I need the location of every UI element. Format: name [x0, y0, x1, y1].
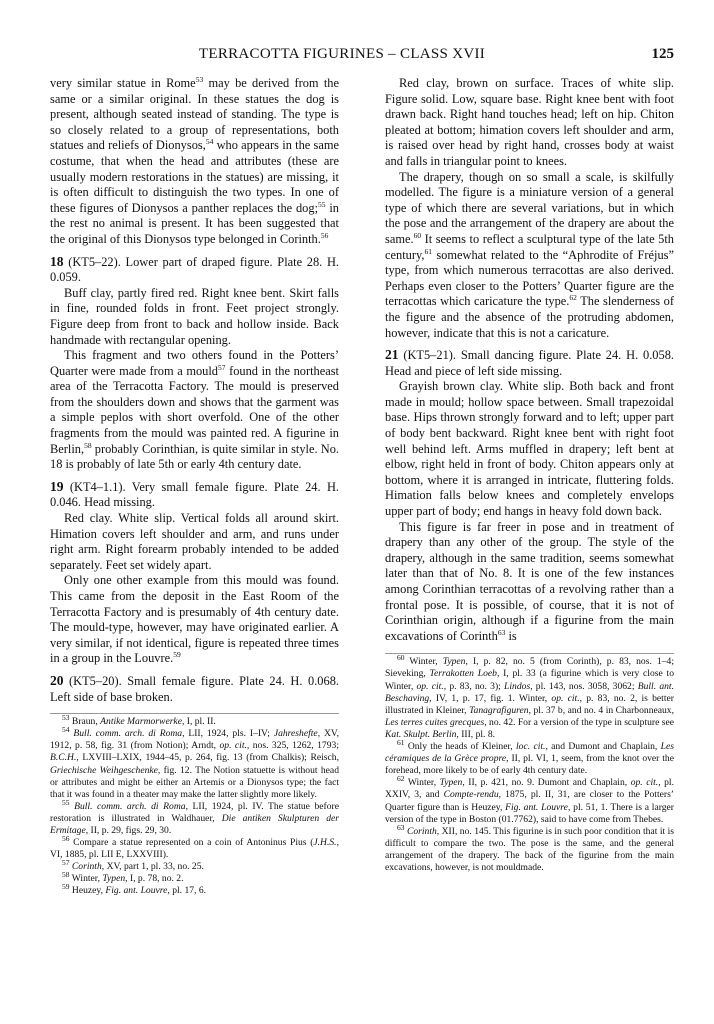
text: very similar statue in Rome: [50, 76, 196, 90]
text: Tanagrafiguren: [469, 704, 529, 716]
text: Corinth: [406, 825, 437, 837]
entry-19-heading: [50, 479, 339, 511]
text: loc. cit.: [516, 741, 546, 753]
text: , pl. 17, 6.: [167, 885, 207, 897]
text: Compte-rendu: [443, 789, 499, 801]
footnote-ref: 56: [320, 230, 329, 240]
text: Bull. comm. arch. di Roma: [73, 728, 183, 740]
text: Fig. ant. Louvre: [105, 885, 168, 897]
text: , LII, 1924, pls. I–IV;: [182, 728, 274, 740]
text: , XV, 1912, p. 58, fig. 31 (from Notion); Arndt,: [50, 728, 339, 752]
entry-18-description: Buff clay, partly fired red. Right knee bent. Skirt falls in fine, rounded folds in front. Feet project strongly. Figure deep from front to back and hollow inside. Back handmade with rectangular opening.: [50, 285, 339, 347]
footnotes-right: [385, 653, 674, 874]
text: Les céramiques de la Grèce propre: [385, 741, 674, 765]
text: J.H.S.: [313, 837, 337, 849]
footnote-ref: 58: [84, 440, 92, 450]
entry-21-discussion: [385, 520, 674, 645]
text: (KT4–1.1). Very small female figure. Plate 24. H. 0.046. Head missing.: [50, 479, 339, 510]
right-column: [385, 76, 674, 874]
entry-number: 19: [50, 478, 64, 494]
text: , pl. 37 b, and no. 4 in Charbonneaux,: [528, 704, 674, 716]
text: , XII, no. 145. This figurine is in such poor condition that it is difficult to compare the two. The pose is the same, and the general arrangement of the drapery. The back of the figurine from the main excavations, however, is not mouldmade.: [385, 825, 674, 873]
footnote-number: 54: [62, 725, 70, 735]
footnote-57: [50, 858, 339, 873]
footnotes-left: [50, 713, 339, 897]
footnote-ref: 54: [205, 137, 214, 147]
text: Only the heads of Kleiner,: [407, 741, 516, 753]
text: Die antiken Skulpturen der Ermitage: [50, 812, 339, 836]
text: Bull. comm. arch. di Roma: [74, 800, 186, 812]
text: Winter,: [407, 777, 440, 789]
text: , LII, 1924, pl. IV. The statue before restoration is illustrated in Waldhauer,: [50, 800, 339, 824]
text: , pl. 51, 1. There is a larger version of the type in Boston (01.7762), said to have come from Thebes.: [385, 801, 674, 825]
text: Bull. ant. Beschaving: [385, 680, 674, 704]
footnote-63: [385, 822, 674, 874]
text: , I, pl. 33 (a figurine which is very close to Winter,: [385, 668, 674, 692]
text: , IV, 1, p. 17, fig. 1. Winter,: [429, 692, 552, 704]
text: found in the northeast area of the Terracotta Factory. The mould is preserved from the shoulders down and shows that the garment was a simple peplos with short overfold. One of the other fragments from the mould was painted red. A figurine in Berlin,: [50, 363, 339, 456]
text: , no. 42. For a version of the type in sculpture see: [484, 716, 675, 728]
text: (KT5–22). Lower part of draped figure. Plate 28. H. 0.059.: [50, 254, 339, 285]
footnote-58: [50, 870, 339, 885]
text: , p. 83, no. 3);: [443, 680, 505, 692]
text: , p. 83, no. 2, is better illustrated in Kleiner,: [385, 692, 674, 716]
text: The slenderness of the figure and the absence of the protruding abdomen, however, indicate that this is not a caricature.: [385, 294, 674, 340]
text: op. cit.: [219, 740, 247, 752]
text: Terrakotten Loeb: [429, 668, 497, 680]
text: Les terres cuites grecques: [385, 716, 485, 728]
paragraph-dionysos: [50, 76, 339, 248]
text: , III, pl. 8.: [456, 728, 496, 740]
text: , nos. 325, 1262, 1793;: [246, 740, 339, 752]
entry-21-description: Grayish brown clay. White slip. Both back and front made in mould; hollow space between. Small trapezoidal base. Hips thrown strongly forward and to left; upper part of body bent backward. Right knee bent with right foot well behind left. Arms muffled in drapery; left bent at elbow, right held in front of body. Chiton appears only at bottom, where it is arranged in intricate, fluttering folds. Himation falls below knees and completely envelops upper part of body; end hangs in heavy fold down back.: [385, 379, 674, 519]
entry-18-heading: [50, 254, 339, 286]
footnote-55: [50, 797, 339, 837]
text: who appears in the same costume, that when the head and attributes (these are usually modern restorations in the statues) are missing, it is often difficult to distinguish the two types. In one of these figures of Dionysos a panther replaces the dog;: [50, 138, 339, 215]
footnote-number: 56: [62, 833, 70, 843]
text: Fig. ant. Louvre: [505, 801, 568, 813]
text: op. cit.: [630, 777, 659, 789]
footnote-number: 59: [62, 882, 70, 892]
entry-19-discussion: [50, 573, 339, 667]
footnote-number: 60: [397, 653, 405, 663]
entry-number: 18: [50, 253, 64, 269]
text: is: [505, 628, 517, 643]
footnote-number: 58: [62, 870, 70, 880]
entry-number: 20: [50, 672, 64, 688]
text: Winter,: [71, 873, 103, 885]
footnote-ref: 55: [318, 199, 326, 209]
footnote-ref: 61: [424, 246, 432, 256]
text: op. cit.: [416, 680, 444, 692]
footnote-number: 53: [62, 712, 70, 722]
text: The drapery, though on so small a scale, is skilfully modelled. The figure is a miniature version of a general type of which there are several variations, but in which the pose and the arrangement of the drapery are about the same.: [385, 169, 674, 246]
text: , fig. 12. The Notion statuette is without head or attributes and might be either an Artemis or a Dionysos type; the fact that it was found in a theater may make the latter slightly more likely.: [50, 764, 339, 800]
footnote-61: [385, 737, 674, 777]
text: Kat. Skulpt. Berlin: [385, 728, 457, 740]
text: , and Dumont and Chaplain,: [545, 741, 661, 753]
footnote-ref: 62: [569, 293, 577, 303]
footnote-60: [385, 653, 675, 741]
running-title: TERRACOTTA FIGURINES – CLASS XVII: [198, 46, 486, 62]
text: Typen: [442, 656, 466, 668]
text: op. cit.: [551, 692, 580, 704]
footnote-number: 61: [397, 737, 405, 747]
text: , LXVIII–LXIX, 1944–45, p. 264, fig. 13 (from Chalkis); Reisch,: [76, 752, 339, 764]
text: B.C.H.: [50, 752, 77, 764]
text: Typen: [102, 873, 126, 885]
footnote-number: 62: [397, 774, 405, 784]
footnote-59: [50, 882, 339, 897]
footnote-62: [385, 774, 675, 825]
left-column: [50, 76, 339, 898]
text: , XV, part 1, pl. 33, no. 25.: [101, 861, 204, 873]
text: somewhat related to the “Aphrodite of Fréjus” type, from which numerous terracottas are also derived. Perhaps even closer to the Potters’ Quarter figure are the terracottas which caricature the type.: [385, 247, 674, 309]
text: It seems to reflect a sculptural type of the late 5th century,: [385, 231, 674, 262]
footnote-number: 63: [397, 822, 405, 832]
text: Lindos: [504, 680, 531, 692]
entry-20-heading: [50, 673, 339, 705]
footnote-54: [50, 725, 339, 801]
footnote-ref: 63: [497, 627, 506, 637]
entry-21-heading: [385, 347, 674, 379]
footnote-ref: 59: [173, 650, 181, 660]
text: Griechische Weihgeschenke: [50, 764, 158, 776]
entry-number: 21: [385, 347, 399, 363]
text: , I, pl. II.: [181, 716, 216, 728]
footnote-ref: 57: [218, 362, 226, 372]
text: Compare a statue represented on a coin of Antoninus Pius (: [73, 837, 314, 849]
text: , I, p. 78, no. 2.: [125, 873, 184, 885]
text: may be derived from the same or a similar original. In these statues the dog is present, although seated instead of standing. The type is so closely related to a group of representations, both statues and reliefs of Dionysos,: [50, 76, 339, 153]
entry-20-discussion: [385, 170, 674, 342]
footnote-ref: 53: [195, 74, 204, 84]
entry-18-discussion: [50, 348, 339, 473]
footnote-number: 55: [62, 797, 70, 807]
text: Only one other example from this mould was found. This came from the deposit in the East Room of the Terracotta Factory and is presumably of 4th century date. The mould-type, however, may have originated earlier. A very similar, if not identical, figure is repeated three times in a group in the Louvre.: [50, 573, 339, 666]
text: Jahreshefte: [273, 728, 318, 740]
entry-20-description: Red clay, brown on surface. Traces of white slip. Figure solid. Low, square base. Right knee bent with foot drawn back. Right hand touches head; left on hip. Chiton pleated at bottom; himation covers left shoulder and arm, is raised over head by right hand, crosses body at waist and falls in triangular point to knees.: [385, 76, 674, 168]
footnote-number: 57: [62, 858, 70, 868]
text: This fragment and two others found in the Potters’ Quarter were made from a mould: [50, 348, 339, 378]
text: Braun,: [71, 716, 101, 728]
text: , VI, 1885, pl. LII E, LXXVIII).: [50, 837, 339, 861]
text: (KT5–21). Small dancing figure. Plate 24. H. 0.058. Head and piece of left side missing.: [385, 348, 674, 378]
text: , II, p. 29, figs. 29, 30.: [85, 825, 172, 836]
text: , pl. 143, nos. 3058, 3062;: [530, 680, 638, 692]
text: Winter,: [409, 656, 443, 668]
text: , II, pl. VI, 1, seem, from the knot over the forehead, more likely to be of early 4th century date.: [385, 753, 674, 777]
text: , 1875, pl. II, 31, are closer to the Potters’ Quarter figure than is Heuzey,: [385, 789, 675, 813]
entry-19-description: Red clay. White slip. Vertical folds all around skirt. Himation covers left shoulder and arm, and runs under right arm. Right forearm probably intended to be added separately. Feet set widely apart.: [50, 511, 339, 572]
text: Antike Marmorwerke: [100, 716, 182, 728]
text: , II, p. 421, no. 9. Dumont and Chaplain,: [462, 777, 631, 789]
text: Heuzey,: [71, 885, 106, 897]
running-head: [50, 46, 674, 66]
text: probably Corinthian, is quite similar in style. No. 18 is probably of late 5th or early 4th century date.: [50, 441, 339, 472]
page-number: 125: [651, 46, 674, 62]
text: This figure is far freer in pose and in treatment of drapery than any other of the group. The style of the drapery, although in the same tradition, seems somewhat later than that of No. 8. It is one of the few instances among Corinthian terracottas of a revolving rather than a frontal pose. It is possible, of course, that it is not of Corinthian origin, although if a figurine from the main excavations of Corinth: [385, 519, 674, 643]
text: (KT5–20). Small female figure. Plate 24. H. 0.068. Left side of base broken.: [50, 673, 339, 704]
footnote-53: [50, 712, 339, 728]
text: , pl. XXIV, 3, and: [385, 777, 674, 801]
text: , I, p. 82, no. 5 (from Corinth), p. 83, nos. 1–4; Sieveking,: [385, 656, 674, 680]
text: Corinth: [71, 861, 102, 873]
footnote-ref: 60: [413, 230, 422, 240]
text: in the rest no animal is present. It has been suggested that the original of this Dionysos type belonged in Corinth.: [50, 200, 339, 246]
footnote-56: [50, 833, 339, 861]
text: Typen: [439, 777, 463, 789]
